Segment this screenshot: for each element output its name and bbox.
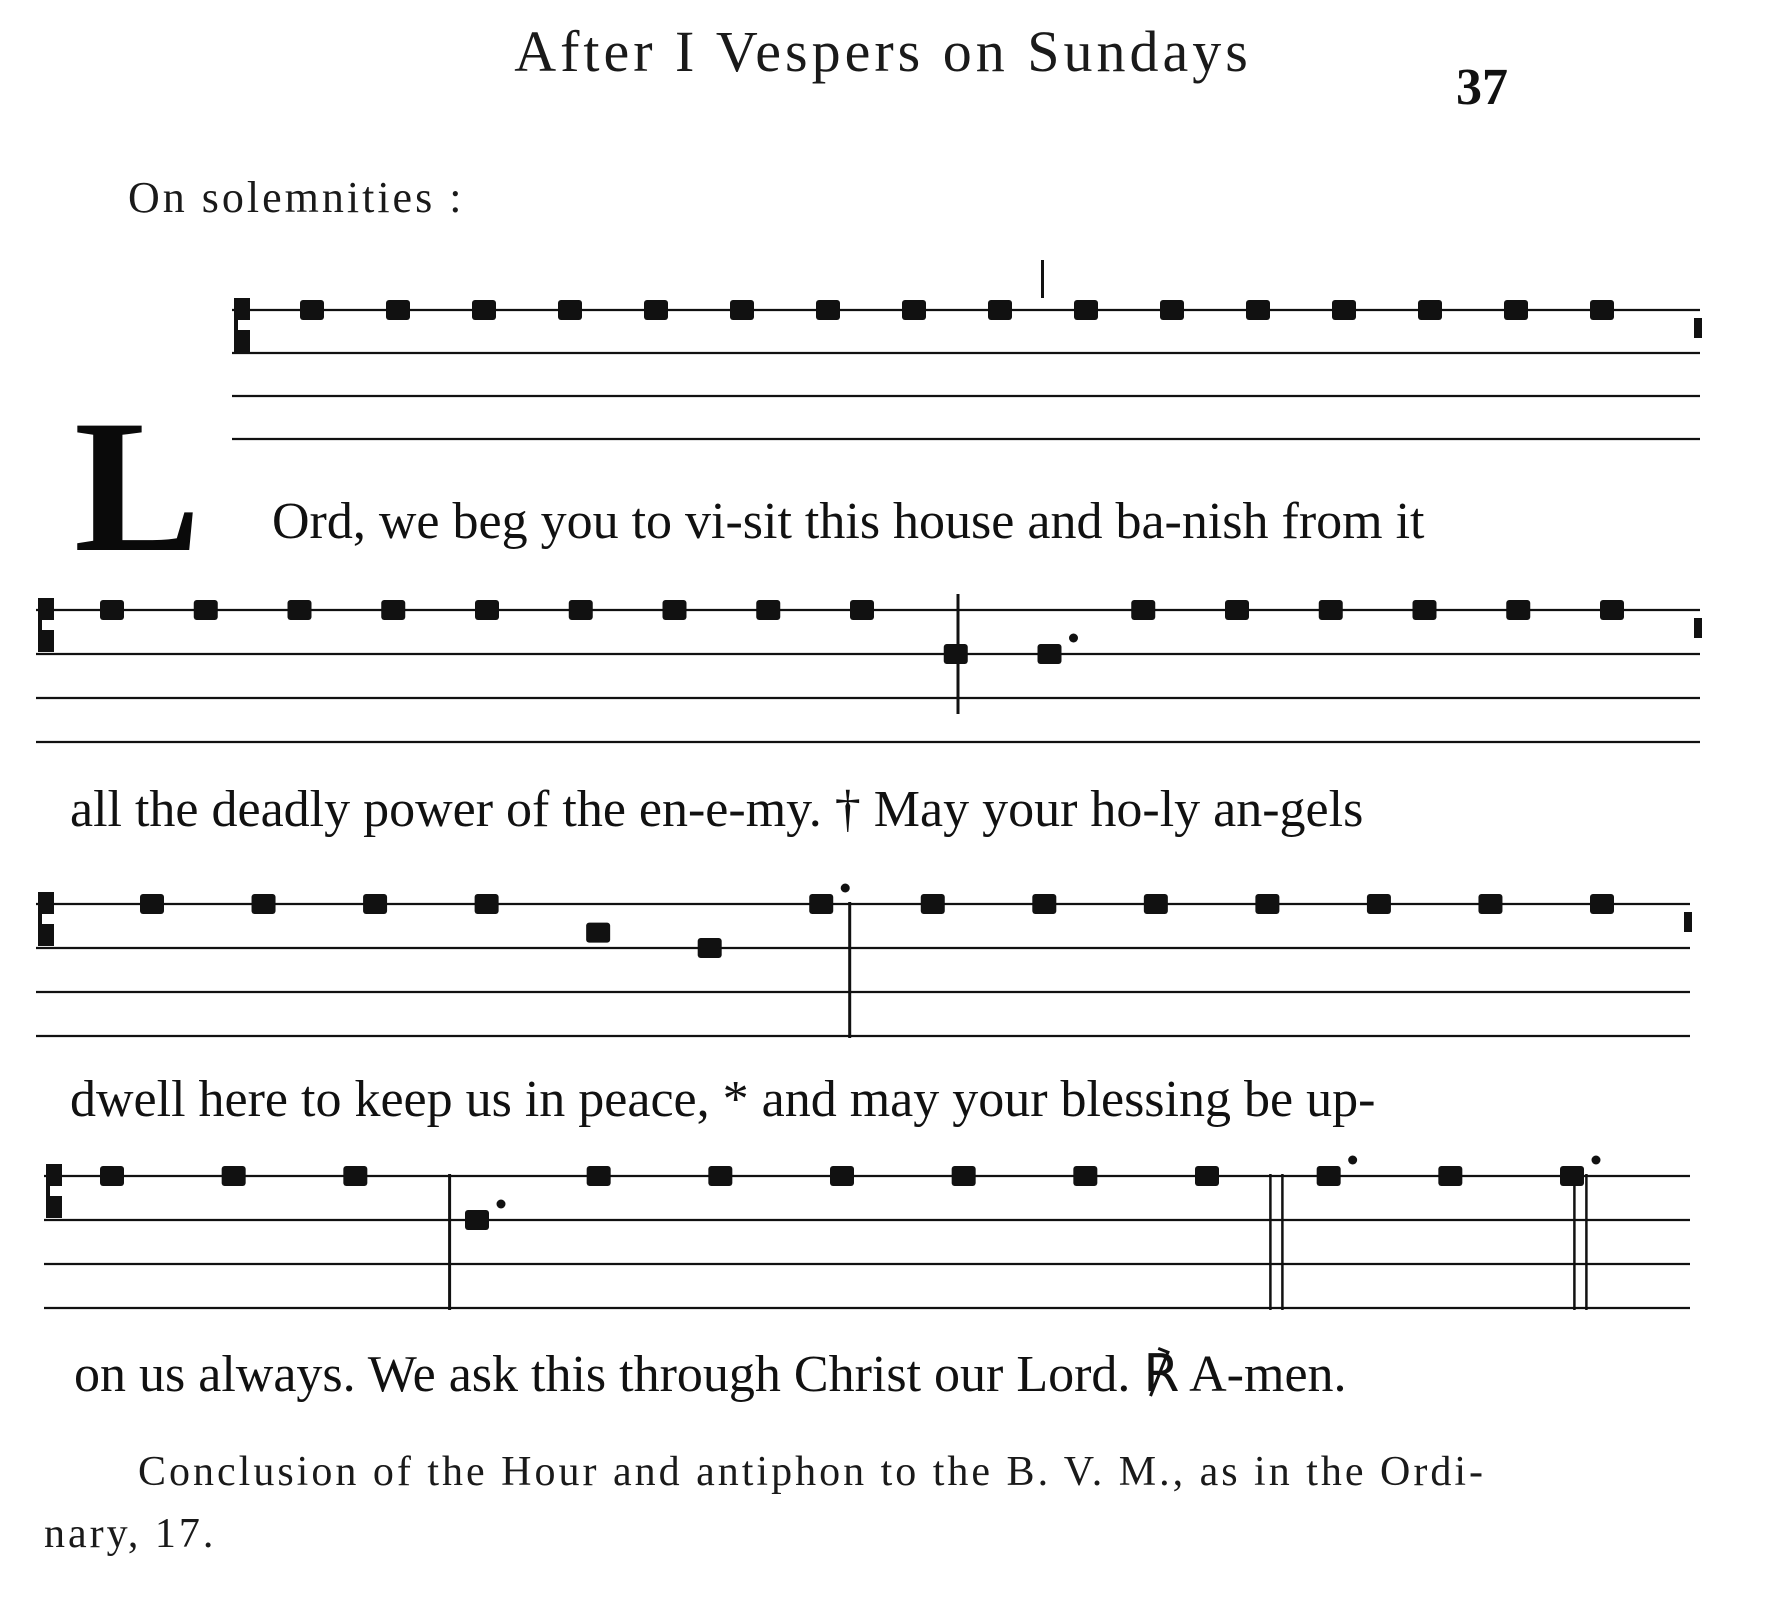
neume-note xyxy=(343,1166,367,1186)
neume-note xyxy=(558,300,582,320)
neume-note xyxy=(100,1166,124,1186)
neume-note xyxy=(1074,300,1098,320)
drop-cap-initial: L xyxy=(74,382,201,592)
neume-note xyxy=(1319,600,1343,620)
neume-note xyxy=(1560,1166,1584,1186)
c-clef-icon xyxy=(46,1164,50,1218)
neume-note xyxy=(663,600,687,620)
neume-note xyxy=(1413,600,1437,620)
neume-note xyxy=(1195,1166,1219,1186)
lyric-line-3: dwell here to keep us in peace, * and may your blessing be up- xyxy=(70,1071,1376,1128)
neume-note xyxy=(475,894,499,914)
custos-icon xyxy=(1684,912,1692,932)
c-clef-icon xyxy=(40,630,54,652)
c-clef-icon xyxy=(234,298,238,352)
neume-note xyxy=(1160,300,1184,320)
neume-note xyxy=(1225,600,1249,620)
neume-note xyxy=(381,600,405,620)
c-clef-icon xyxy=(48,1196,62,1218)
neume-note xyxy=(586,923,610,943)
rubric-intro: On solemnities : xyxy=(128,173,465,222)
mora-dot xyxy=(1348,1156,1357,1165)
neume-note xyxy=(952,1166,976,1186)
neume-note xyxy=(1367,894,1391,914)
lyric-line-4: on us always. We ask this through Christ our Lord. ℟ A-men. xyxy=(74,1346,1347,1403)
neume-note xyxy=(222,1166,246,1186)
lyric-line-2: all the deadly power of the en-e-my. † May your ho-ly an-gels xyxy=(70,781,1364,838)
neume-note xyxy=(475,600,499,620)
neume-note xyxy=(944,644,968,664)
neume-note xyxy=(756,600,780,620)
neume-note xyxy=(472,300,496,320)
neume-note xyxy=(1038,644,1062,664)
c-clef-icon xyxy=(236,298,250,320)
neume-note xyxy=(1600,600,1624,620)
neume-note xyxy=(300,300,324,320)
neume-note xyxy=(1332,300,1356,320)
neume-note xyxy=(252,894,276,914)
neume-note xyxy=(1255,894,1279,914)
neume-note xyxy=(988,300,1012,320)
neume-note xyxy=(809,894,833,914)
neume-note xyxy=(1317,1166,1341,1186)
mora-dot xyxy=(497,1200,506,1209)
lyric-line-1: Ord, we beg you to vi-sit this house and ba-nish from it xyxy=(272,493,1425,550)
neume-note xyxy=(465,1210,489,1230)
c-clef-icon xyxy=(48,1164,62,1186)
mora-dot xyxy=(1592,1156,1601,1165)
neume-note xyxy=(587,1166,611,1186)
custos-icon xyxy=(1694,618,1702,638)
neume-note xyxy=(850,600,874,620)
neume-note xyxy=(902,300,926,320)
page-number: 37 xyxy=(1456,59,1508,116)
neume-note xyxy=(1506,600,1530,620)
neume-note xyxy=(100,600,124,620)
c-clef-icon xyxy=(236,330,250,352)
neume-note xyxy=(1478,894,1502,914)
c-clef-icon xyxy=(40,892,54,914)
neume-note xyxy=(1590,300,1614,320)
c-clef-icon xyxy=(38,598,42,652)
neume-note xyxy=(1504,300,1528,320)
neume-note xyxy=(830,1166,854,1186)
closing-rubric-line-2: nary, 17. xyxy=(44,1511,217,1557)
neume-note xyxy=(140,894,164,914)
closing-rubric-line-1: Conclusion of the Hour and antiphon to the B. V. M., as in the Ordi- xyxy=(138,1449,1487,1495)
custos-icon xyxy=(1694,318,1702,338)
mora-dot xyxy=(841,884,850,893)
neume-note xyxy=(730,300,754,320)
neume-note xyxy=(386,300,410,320)
neume-note xyxy=(1418,300,1442,320)
neume-note xyxy=(288,600,312,620)
neume-note xyxy=(1246,300,1270,320)
c-clef-icon xyxy=(40,924,54,946)
neume-note xyxy=(708,1166,732,1186)
mora-dot xyxy=(1069,634,1078,643)
neume-note xyxy=(569,600,593,620)
neume-note xyxy=(1131,600,1155,620)
neume-note xyxy=(1144,894,1168,914)
page-header-title: After I Vespers on Sundays xyxy=(514,19,1252,84)
neume-note xyxy=(816,300,840,320)
neume-note xyxy=(1590,894,1614,914)
neume-note xyxy=(363,894,387,914)
neume-note xyxy=(194,600,218,620)
neume-note xyxy=(1438,1166,1462,1186)
neume-note xyxy=(644,300,668,320)
neume-note xyxy=(921,894,945,914)
neume-note xyxy=(1073,1166,1097,1186)
neume-note xyxy=(1032,894,1056,914)
neume-note xyxy=(698,938,722,958)
c-clef-icon xyxy=(40,598,54,620)
c-clef-icon xyxy=(38,892,42,946)
